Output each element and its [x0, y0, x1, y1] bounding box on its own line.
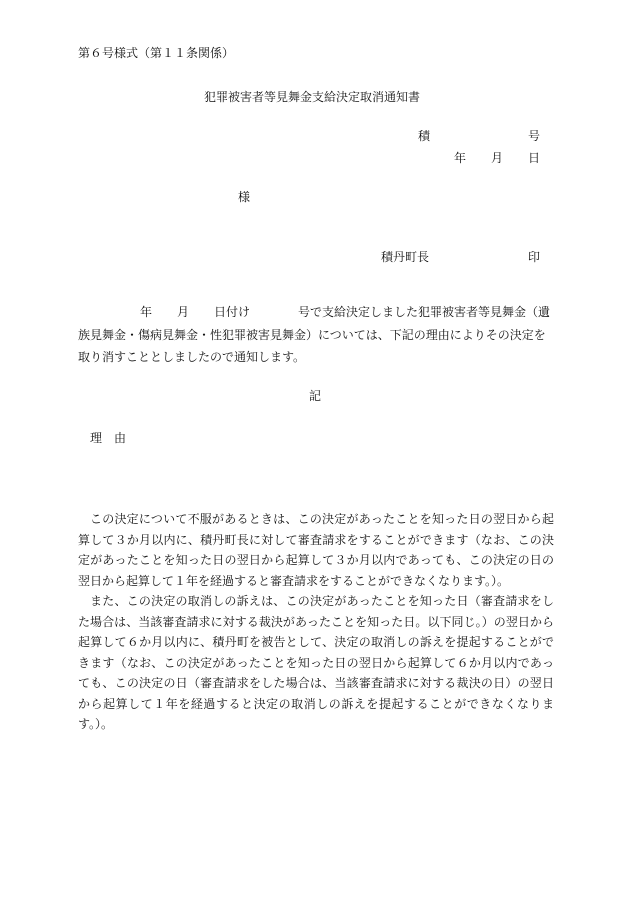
document-number-prefix: 積: [418, 129, 431, 143]
notice-year: 年: [140, 305, 153, 319]
reason-label: 理 由: [90, 431, 127, 445]
record-heading: 記: [309, 389, 322, 403]
notice-number-text: 号で支給決定しました犯罪被害者等見舞金（遺: [298, 305, 551, 319]
notice-line-3: 取り消すこととしましたので通知します。: [78, 350, 306, 364]
date-day: 日: [528, 151, 541, 165]
issuer-title: 積丹町長: [381, 250, 430, 264]
form-number: 第６号様式（第１１条関係）: [78, 46, 235, 60]
notice-day-dated: 日付け: [214, 305, 251, 319]
date-month: 月: [491, 151, 504, 165]
appeal-notes: [78, 509, 554, 735]
document-number-suffix: 号: [528, 129, 541, 143]
appeal-paragraph-review: この決定について不服があるときは、この決定があったことを知った日の翌日から起算して３か月以内に、積丹町長に対して審査請求をすることができます（なお、この決定があったことを知った日の翌日から起算して３か月以内であっても、この決定の日の翌日から起算して１年を経過すると審査請求をすることができなくなります。）。: [78, 512, 554, 588]
addressee-honorific: 様: [238, 190, 251, 204]
date-year: 年: [454, 151, 467, 165]
document-title: 犯罪被害者等見舞金支給決定取消通知書: [204, 90, 421, 104]
appeal-paragraph-lawsuit: また、この決定の取消しの訴えは、この決定があったことを知った日（審査請求をした場合は、当該審査請求に対する裁決があったことを知った日。以下同じ。）の翌日から起算して６か月以内に、積丹町を被告として、決定の取消しの訴えを提起することができます（なお、この決定があったことを知った日の翌日から起算して６か月以内であっても、この決定の日（審査請求をした場合は、当該審査請求に対する裁決の日）の翌日から起算して１年を経過すると決定の取消しの訴えを提起することができなくなります。）。: [78, 594, 554, 731]
notice-line-2: 族見舞金・傷病見舞金・性犯罪被害見舞金）については、下記の理由によりその決定を: [78, 328, 546, 342]
issuer-seal: 印: [528, 250, 541, 264]
notice-month: 月: [177, 305, 190, 319]
